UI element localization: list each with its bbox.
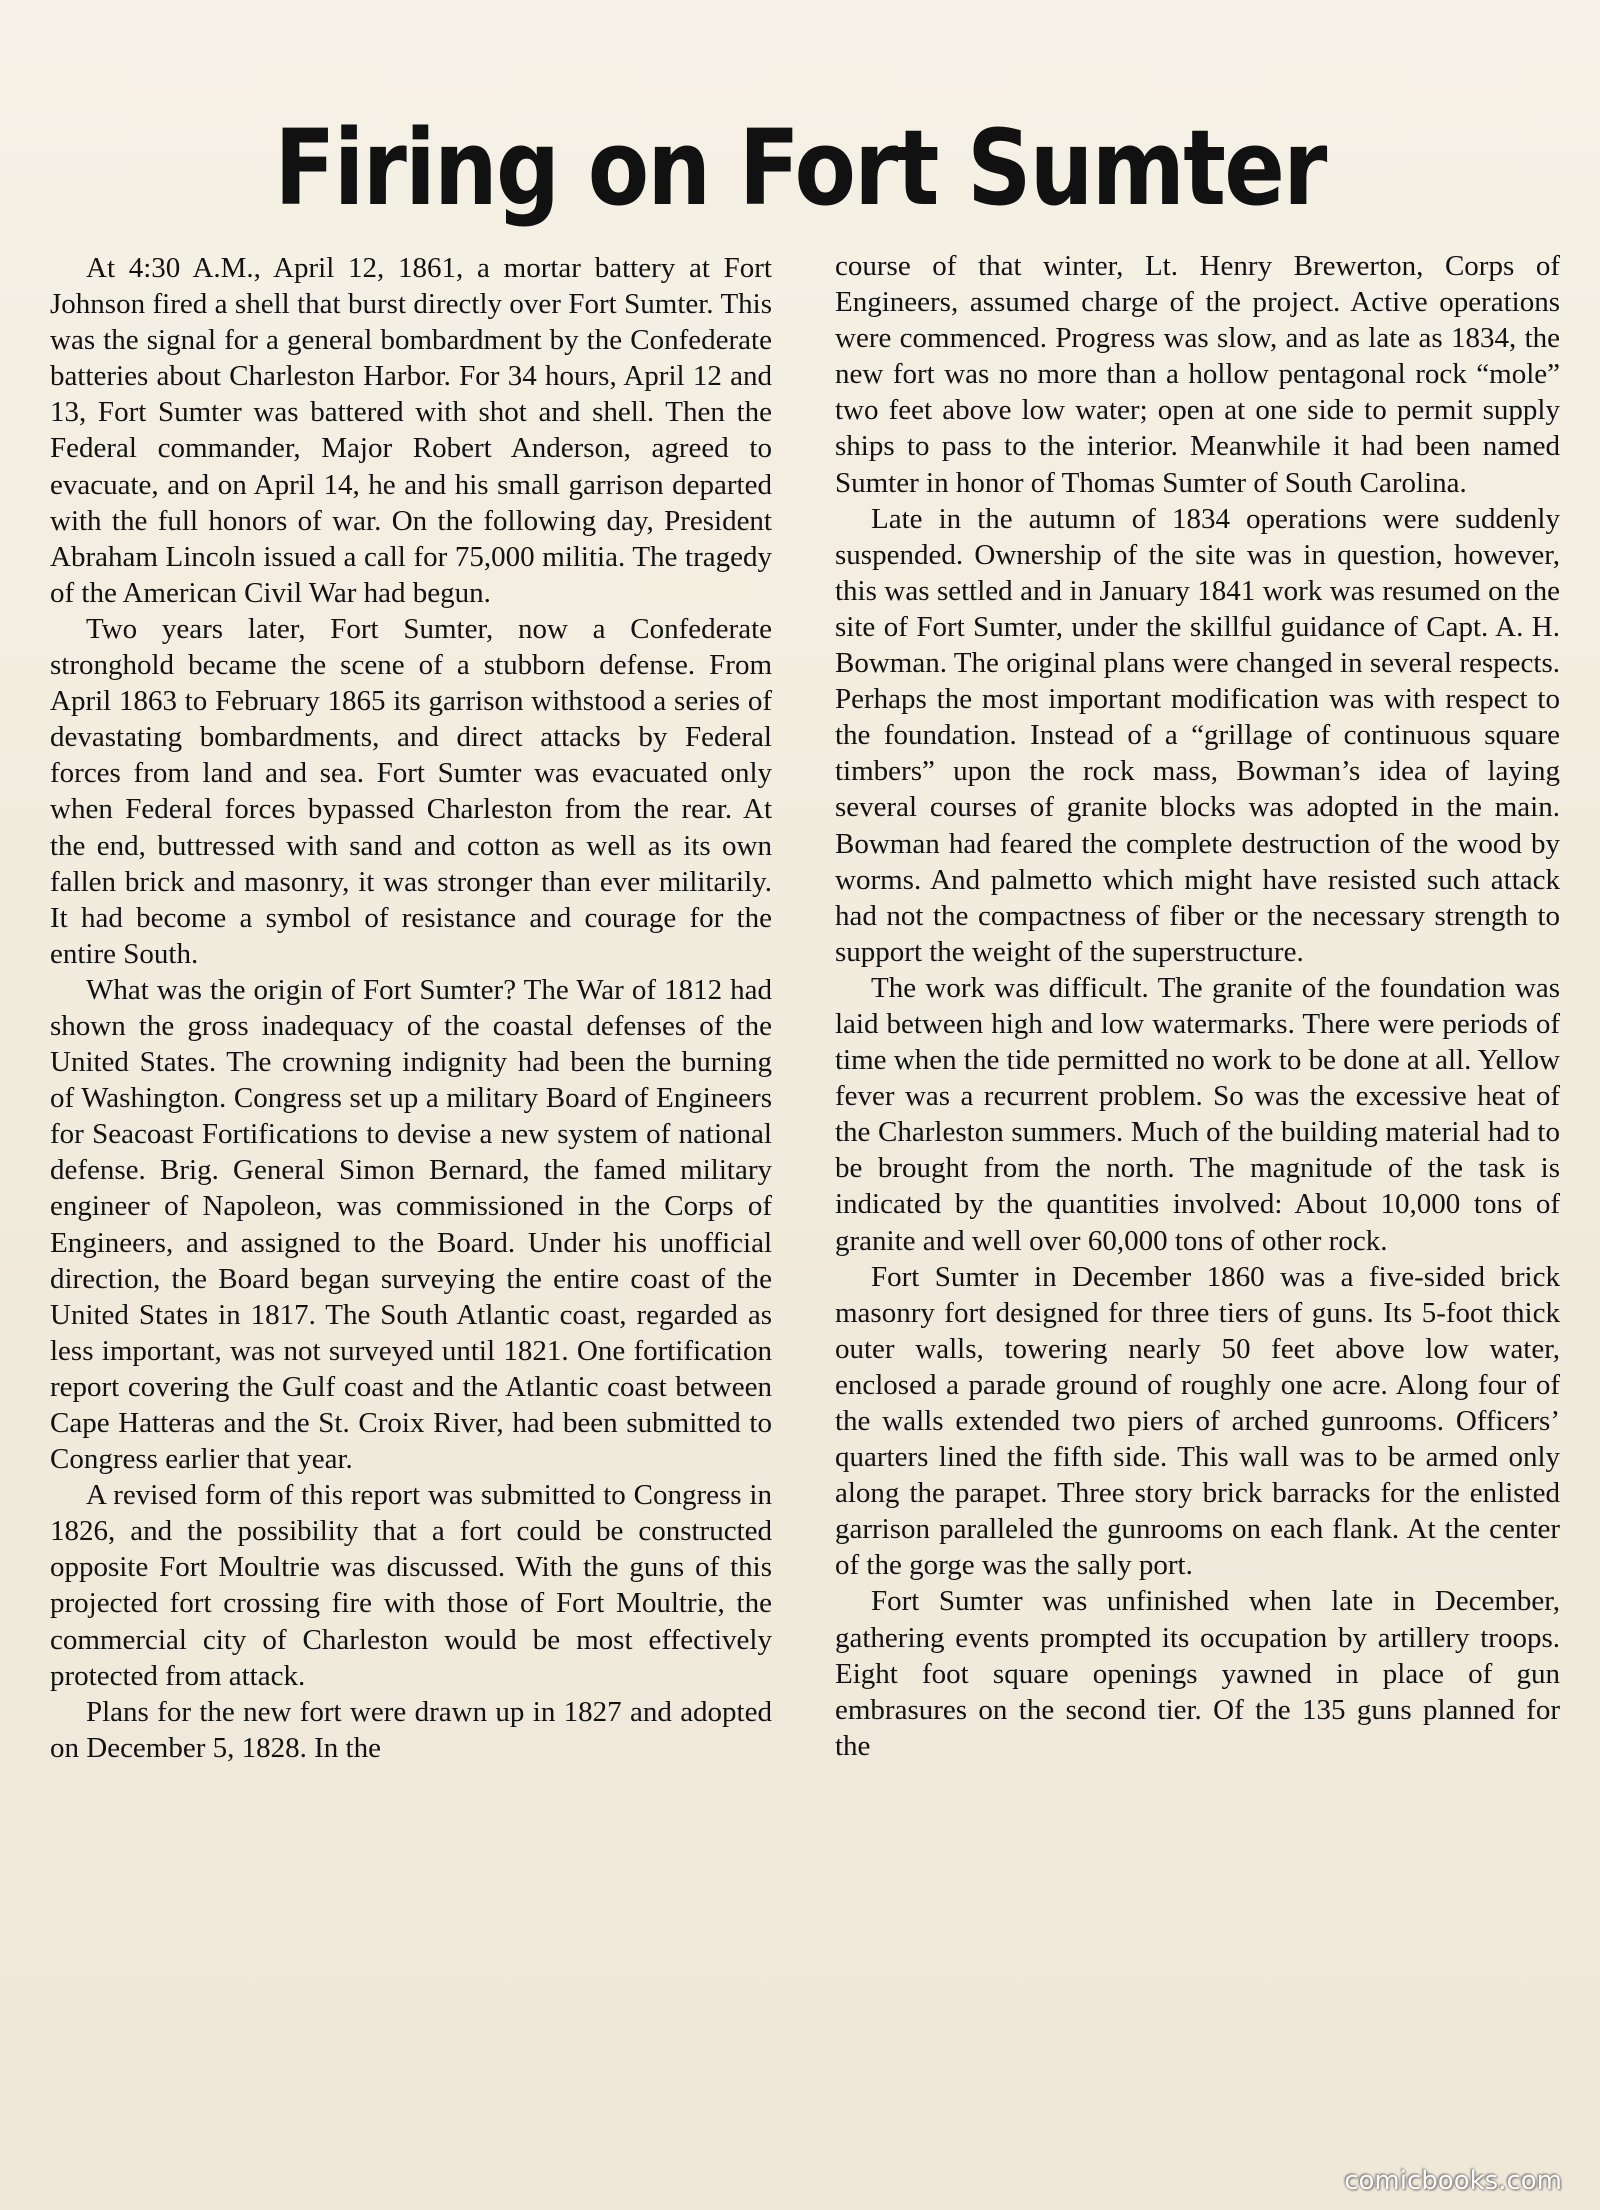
- paragraph: What was the origin of Fort Sumter? The War of 1812 had shown the gross inadequacy of the coastal defenses of the United States. The crowning indignity had been the burning of Washington. Congress set up a military Board of Engineers for Seacoast Fortifications to devise a new system of national defense. Brig. General Simon Bernard, the famed military engineer of Napoleon, was commissioned in the Corps of Engineers, and assigned to the Board. Under his unofficial direction, the Board began surveying the entire coast of the United States in 1817. The South Atlantic coast, regarded as less important, was not surveyed until 1821. One fortification report covering the Gulf coast and the Atlantic coast between Cape Hatteras and the St. Croix River, had been submitted to Congress earlier that year.: [50, 973, 772, 1476]
- paragraph: Fort Sumter in December 1860 was a five-sided brick masonry fort designed for three tiers of guns. Its 5-foot thick outer walls, towering nearly 50 feet above low water, enclosed a parade ground of roughly one acre. Along four of the walls extended two piers of arched gunrooms. Officers’ quarters lined the fifth side. This wall was to be armed only along the parapet. Three story brick barracks for the enlisted garrison paralleled the gunrooms on each flank. At the center of the gorge was the sally port.: [835, 1260, 1560, 1582]
- paragraph: At 4:30 A.M., April 12, 1861, a mortar battery at Fort Johnson fired a shell that burst directly over Fort Sumter. This was the signal for a general bombardment by the Confederate batteries about Charleston Harbor. For 34 hours, April 12 and 13, Fort Sumter was battered with shot and shell. Then the Federal commander, Major Robert Anderson, agreed to evacuate, and on April 14, he and his small garrison departed with the full honors of war. On the following day, President Abraham Lincoln issued a call for 75,000 militia. The tragedy of the American Civil War had begun.: [50, 252, 772, 609]
- paragraph: The work was difficult. The granite of the foundation was laid between high and low watermarks. There were periods of time when the tide permitted no work to be done at all. Yellow fever was a recurrent problem. So was the excessive heat of the Charleston summers. Much of the building material had to be brought from the north. The magnitude of the task is indicated by the quantities involved: About 10,000 tons of granite and well over 60,000 tons of other rock.: [835, 971, 1560, 1257]
- paragraph: Fort Sumter was unfinished when late in December, gathering events prompted its occupation by artillery troops. Eight foot square openings yawned in place of gun embrasures on the second tier. Of the 135 guns planned for the: [835, 1585, 1560, 1762]
- left-column: [50, 250, 772, 1766]
- paragraph: Two years later, Fort Sumter, now a Confederate stronghold became the scene of a stubborn defense. From April 1863 to February 1865 its garrison withstood a series of devastating bombardments, and direct attacks by Federal forces from land and sea. Fort Sumter was evacuated only when Federal forces bypassed Charleston from the rear. At the end, buttressed with sand and cotton as well as its own fallen brick and masonry, it was stronger than ever militarily. It had become a symbol of resistance and courage for the entire South.: [50, 612, 772, 970]
- article-title: Firing on Fort Sumter: [274, 106, 1326, 229]
- right-column: [835, 248, 1560, 1764]
- paragraph: A revised form of this report was submitted to Congress in 1826, and the possibility that a fort could be constructed opposite Fort Moultrie was discussed. With the guns of this projected fort crossing fire with those of Fort Moultrie, the commercial city of Charleston would be most effectively protected from attack.: [50, 1479, 772, 1692]
- paragraph: course of that winter, Lt. Henry Brewerton, Corps of Engineers, assumed charge of the project. Active operations were commenced. Progress was slow, and as late as 1834, the new fort was no more than a hollow pentagonal rock “mole” two feet above low water; open at one side to permit supply ships to pass to the interior. Meanwhile it had been named Sumter in honor of Thomas Sumter of South Carolina.: [835, 250, 1560, 499]
- paragraph: Late in the autumn of 1834 operations were suddenly suspended. Ownership of the site was in question, however, this was settled and in January 1841 work was resumed on the site of Fort Sumter, under the skillful guidance of Capt. A. H. Bowman. The original plans were changed in several respects. Perhaps the most important modification was with respect to the foundation. Instead of a “grillage of continuous square timbers” upon the rock mass, Bowman’s idea of laying several courses of granite blocks was adopted in the main. Bowman had feared the complete destruction of the wood by worms. And palmetto which might have resisted such attack had not the compactness of fiber or the necessary strength to support the weight of the superstructure.: [835, 502, 1560, 968]
- watermark: comicbooks.com: [1344, 2166, 1562, 2196]
- paragraph: Plans for the new fort were drawn up in 1827 and adopted on December 5, 1828. In the: [50, 1695, 772, 1764]
